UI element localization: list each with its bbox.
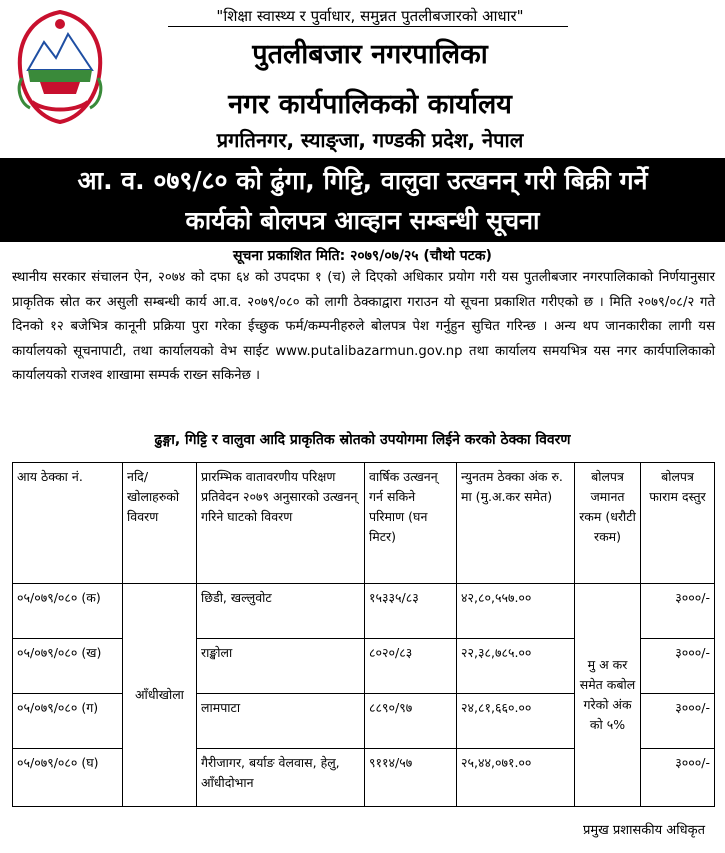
address: प्रगतिनगर, स्याङ्जा, गण्डकी प्रदेश, नेपाल [216,128,524,152]
river-name: आँधीखोला [123,584,197,807]
form-fee: ३०००/- [641,749,715,807]
org-name: पुतलीबजार नगरपालिका [252,39,488,70]
table-title: ढुङ्गा, गिट्टि र वालुवा आदि प्राकृतिक स्रोतको उपयोगमा लिईने करको ठेक्का विवरण [154,432,571,448]
amount: २४,८१,६६०.०० [457,694,575,749]
header-site: प्रारम्भिक वातावरणीय परिक्षण प्रतिवेदन २०७९ अनुसारको उत्खनन् गरिने घाटको विवरण [197,463,365,584]
header-river: नदि/ खोलाहरुको विवरण [123,463,197,584]
contract-no: ०५/०७९/०८० (ख) [13,639,123,694]
contract-table [12,462,715,807]
banner-line-2: कार्यको बोलपत्र आव्हान सम्बन्धी सूचना [185,206,540,235]
site: लामपाटा [197,694,365,749]
site: राङ्खोला [197,639,365,694]
office-name: नगर कार्यपालिकको कार्यालय [228,89,512,120]
deposit: मु अ कर समेत कबोल गरेको अंक को ५% [575,584,641,807]
published-date: सूचना प्रकाशित मिति: २०७९/०७/२५ (चौथो पटक) [233,248,492,264]
banner-line-1: आ. व. ०७९/८० को ढुंगा, गिट्टि, वालुवा उत्खनन् गरी बिक्री गर्ने [77,166,648,195]
amount: २२,३८,७८५.०० [457,639,575,694]
notice-banner [0,158,725,242]
form-fee: ३०००/- [641,694,715,749]
form-fee: ३०००/- [641,584,715,639]
amount: २५,४४,०७१.०० [457,749,575,807]
nepal-emblem-icon [10,8,110,128]
slogan-divider [168,26,568,27]
signature: प्रमुख प्रशासकीय अधिकृत [582,823,705,838]
form-fee: ३०००/- [641,639,715,694]
volume: ९११४/५७ [365,749,457,807]
amount: ४२,८०,५५७.०० [457,584,575,639]
slogan: "शिक्षा स्वास्थ्य र पुर्वाधार, समुन्नत पुतलीबजारको आधार" [216,7,524,25]
table-header-row [13,463,715,584]
volume: ८०२०/८३ [365,639,457,694]
header-amount: न्युनतम ठेक्का अंक रु. मा (मु.अ.कर समेत) [457,463,575,584]
header-volume: वार्षिक उत्खनन् गर्न सकिने परिमाण (घन मिटर) [365,463,457,584]
header-fee: बोलपत्र फाराम दस्तुर [641,463,715,584]
header-contract-no: आय ठेक्का नं. [13,463,123,584]
table-row [13,584,715,639]
contract-no: ०५/०७९/०८० (घ) [13,749,123,807]
notice-body: स्थानीय सरकार संचालन ऐन, २०७४ को दफा ६४ को उपदफा १ (च) ले दिएको अधिकार प्रयोग गरी यस पुतलीबजार नगरपालिकाको निर्णयानुसार प्राकृतिक स्रोत कर असुली सम्बन्धी कार्य आ.व. २०७९/०८० को लागी ठेक्काद्वारा गराउन यो सूचना प्रकाशित गरीएको छ । मिति २०७९/०८/२ गते दिनको १२ बजेभित्र कानूनी प्रक्रिया पुरा गरेका ईच्छुक फर्म/कम्पनीहरुले बोलपत्र पेश गर्नुहुन सुचित गरिन्छ । अन्य थप जानकारीका लागी यस कार्यालयको सूचनापाटी, तथा कार्यालयको वेभ साईट www.putalibazarmun.gov.np तथा कार्यालय समयभित्र यस नगर कार्यपालिकाको कार्यालयको राजश्व शाखामा सम्पर्क राख्न सकिनेछ । [12,270,715,383]
header-deposit: बोलपत्र जमानत रकम (धरौटी रकम) [575,463,641,584]
volume: १५३३५/८३ [365,584,457,639]
contract-no: ०५/०७९/०८० (क) [13,584,123,639]
header [0,0,725,156]
site: गैरीजागर, बर्याङ वेलवास, हेलु, आँधीदोभान [197,749,365,807]
site: छिडी, खल्लुवोट [197,584,365,639]
contract-no: ०५/०७९/०८० (ग) [13,694,123,749]
volume: ८८९०/९७ [365,694,457,749]
